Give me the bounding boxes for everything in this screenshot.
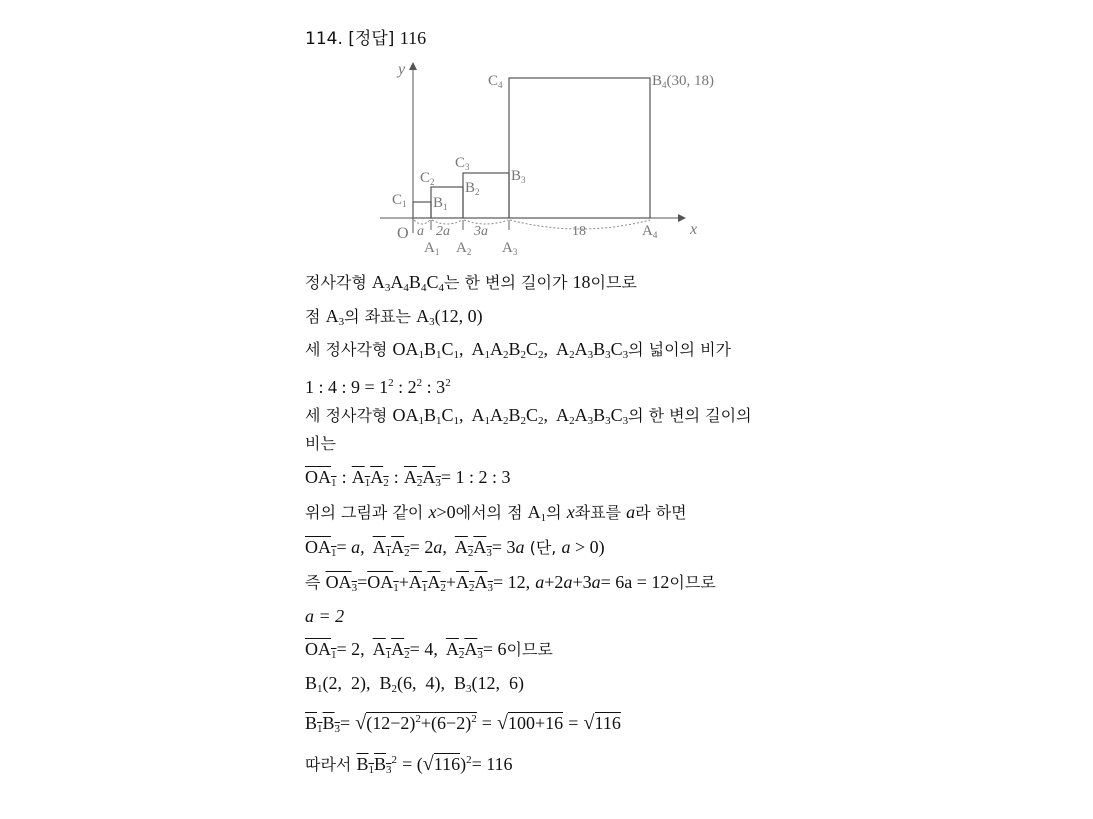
solution-line-5: 세 정사각형 $OA_1B_1C_1$, $A_1A_2B_2C_2$, $A_2A_3B_3C_3$의 한 변의 길이의 (305, 405, 752, 427)
x-axis-label: x (690, 221, 698, 238)
problem-header (305, 24, 426, 49)
seg-2a-label: 2a (436, 224, 450, 239)
solution-line-9: $OA_1= a$, $A_1A_2= 2a$, $A_2A_3= 3a$ (단, a > 0) (305, 537, 605, 559)
y-axis-arrow (409, 62, 417, 70)
solution-line-15: 따라서 $B_1B_3^2 = (√116)^2= 116$ (305, 753, 513, 776)
a1-label: $A_1$ (424, 240, 440, 257)
seg-a-label: a (417, 224, 424, 239)
solution-line-8: 위의 그림과 같이 x>0에서의 점 $A_1$의 x좌표를 a라 하면 (305, 502, 687, 524)
answer-tag: [정답] (348, 29, 395, 49)
y-axis-label: y (398, 61, 406, 78)
solution-line-11: a = 2 (305, 606, 345, 626)
square-4 (509, 78, 650, 218)
b2-label: $B_2$ (465, 180, 480, 197)
c1-label: $C_1$ (392, 192, 407, 209)
x-axis-arrow (678, 214, 686, 222)
seg-18-label: 18 (572, 224, 586, 239)
a3-label: $A_3$ (502, 240, 518, 257)
b1-label: $B_1$ (433, 195, 448, 212)
solution-line-4: 1 : 4 : $9 = 1^2$ : $2^2$ : $3^2$ (305, 377, 451, 397)
solution-line-2: 점 $A_3$의 좌표는 $A_3(12$, 0) (305, 306, 483, 328)
origin-label: O (397, 225, 409, 242)
solution-line-1: 정사각형 $A_3A_4B_4C_4$는 한 변의 길이가 18이므로 (305, 272, 637, 294)
answer-value: 116 (399, 28, 427, 48)
solution-line-3: 세 정사각형 $OA_1B_1C_1$, $A_1A_2B_2C_2$, $A_2A_3B_3C_3$의 넓이의 비가 (305, 339, 732, 361)
solution-line-12: $OA_1= 2$, $A_1A_2= 4$, $A_2A_3= 6$이므로 (305, 639, 553, 661)
b4-label: $B_4(30$, 18) (652, 73, 715, 90)
c2-label: $C_2$ (420, 170, 435, 187)
solution-line-7: $OA_1$ : $A_1A_2$ : $A_2A_3= 1$ : 2 : 3 (305, 467, 511, 489)
c4-label: $C_4$ (488, 73, 503, 90)
coordinate-figure (370, 58, 740, 263)
solution-line-6: 비는 (305, 434, 336, 453)
problem-number: 114. (305, 29, 343, 49)
solution-line-14: $B_1B_3= √(12-2)^2+(6-2)^2 = √100+16 = √116$ (305, 712, 621, 735)
square-1 (413, 202, 431, 218)
solution-line-13: $B_1(2$, 2), $B_2(6$, 4), $B_3(12$, 6) (305, 673, 525, 695)
seg-3a-label: 3a (474, 224, 488, 239)
a2-label: $A_2$ (456, 240, 472, 257)
a4-label: $A_4$ (642, 223, 658, 240)
b3-label: $B_3$ (511, 168, 526, 185)
c3-label: $C_3$ (455, 155, 470, 172)
solution-line-10: 즉 $OA_3=OA_1+A_1A_2+A_2A_3= 12$, a+2a+3a= 6a = 12이므로 (305, 572, 716, 594)
